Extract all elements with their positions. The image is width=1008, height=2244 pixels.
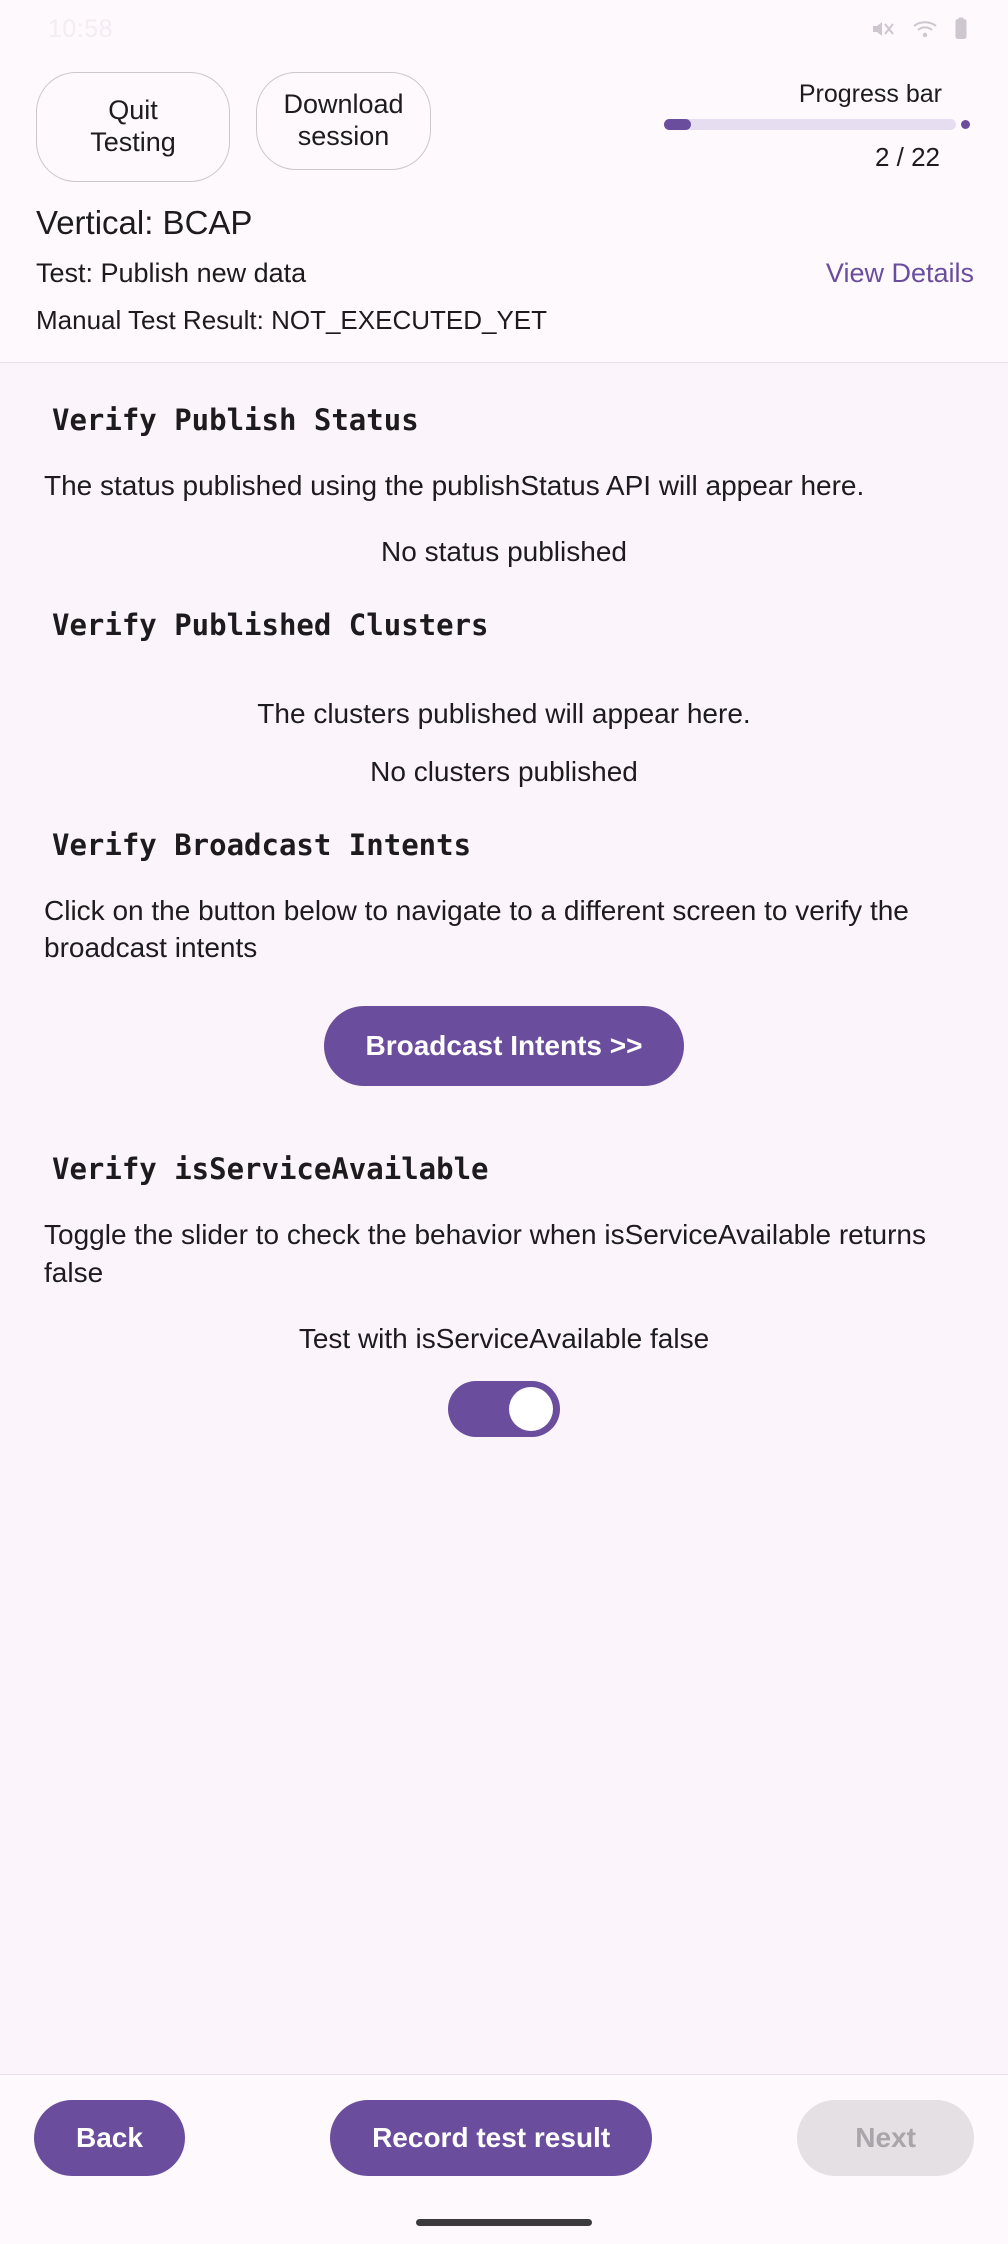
publish-status-description: The status published using the publishStatus API will appear here. bbox=[44, 469, 865, 501]
published-clusters-description: The clusters published will appear here. bbox=[257, 697, 751, 729]
service-available-toggle[interactable] bbox=[448, 1381, 560, 1437]
progress-end-dot bbox=[961, 120, 970, 129]
section-title-service-available: Verify isServiceAvailable bbox=[52, 1152, 489, 1187]
status-bar bbox=[0, 0, 1008, 58]
quit-testing-button[interactable]: Quit Testing bbox=[36, 72, 230, 182]
section-title-publish-status: Verify Publish Status bbox=[52, 402, 419, 437]
progress-fill bbox=[664, 119, 691, 130]
download-session-button[interactable]: Download session bbox=[256, 72, 431, 170]
progress-track bbox=[664, 119, 956, 130]
publish-status-value: No status published bbox=[381, 535, 627, 567]
test-name: Test: Publish new data bbox=[36, 257, 307, 288]
test-content bbox=[0, 363, 1008, 2074]
vertical-title: Vertical: BCAP bbox=[36, 203, 253, 241]
status-time: 10:58 bbox=[48, 14, 114, 43]
service-available-description: Toggle the slider to check the behavior when isServiceAvailable returns false bbox=[44, 1219, 926, 1288]
test-header bbox=[0, 182, 1008, 363]
manual-test-result: Manual Test Result: NOT_EXECUTED_YET bbox=[36, 304, 548, 335]
next-button: Next bbox=[797, 2100, 974, 2176]
progress-bar[interactable] bbox=[664, 119, 970, 130]
view-details-link[interactable]: View Details bbox=[825, 257, 974, 288]
section-title-published-clusters: Verify Published Clusters bbox=[52, 607, 489, 642]
system-navigation-bar bbox=[0, 2200, 1008, 2244]
mute-icon bbox=[870, 18, 896, 40]
bottom-action-bar bbox=[0, 2074, 1008, 2200]
progress-area bbox=[457, 72, 974, 173]
service-available-toggle-label: Test with isServiceAvailable false bbox=[298, 1322, 710, 1354]
published-clusters-value: No clusters published bbox=[370, 755, 638, 787]
broadcast-intents-description: Click on the button below to navigate to a different screen to verify the broadcast intents bbox=[44, 894, 909, 964]
progress-count: 2 / 22 bbox=[874, 142, 940, 172]
wifi-icon bbox=[912, 18, 938, 40]
toggle-knob bbox=[509, 1387, 553, 1431]
status-icon-group bbox=[870, 17, 968, 41]
battery-icon bbox=[954, 17, 968, 41]
home-indicator[interactable] bbox=[416, 2219, 592, 2226]
record-test-result-button[interactable]: Record test result bbox=[330, 2100, 652, 2176]
back-button[interactable]: Back bbox=[34, 2100, 185, 2176]
section-title-broadcast-intents: Verify Broadcast Intents bbox=[52, 827, 472, 862]
progress-label: Progress bar bbox=[798, 80, 942, 108]
broadcast-intents-button[interactable]: Broadcast Intents >> bbox=[324, 1006, 685, 1086]
top-control-bar bbox=[0, 58, 1008, 182]
